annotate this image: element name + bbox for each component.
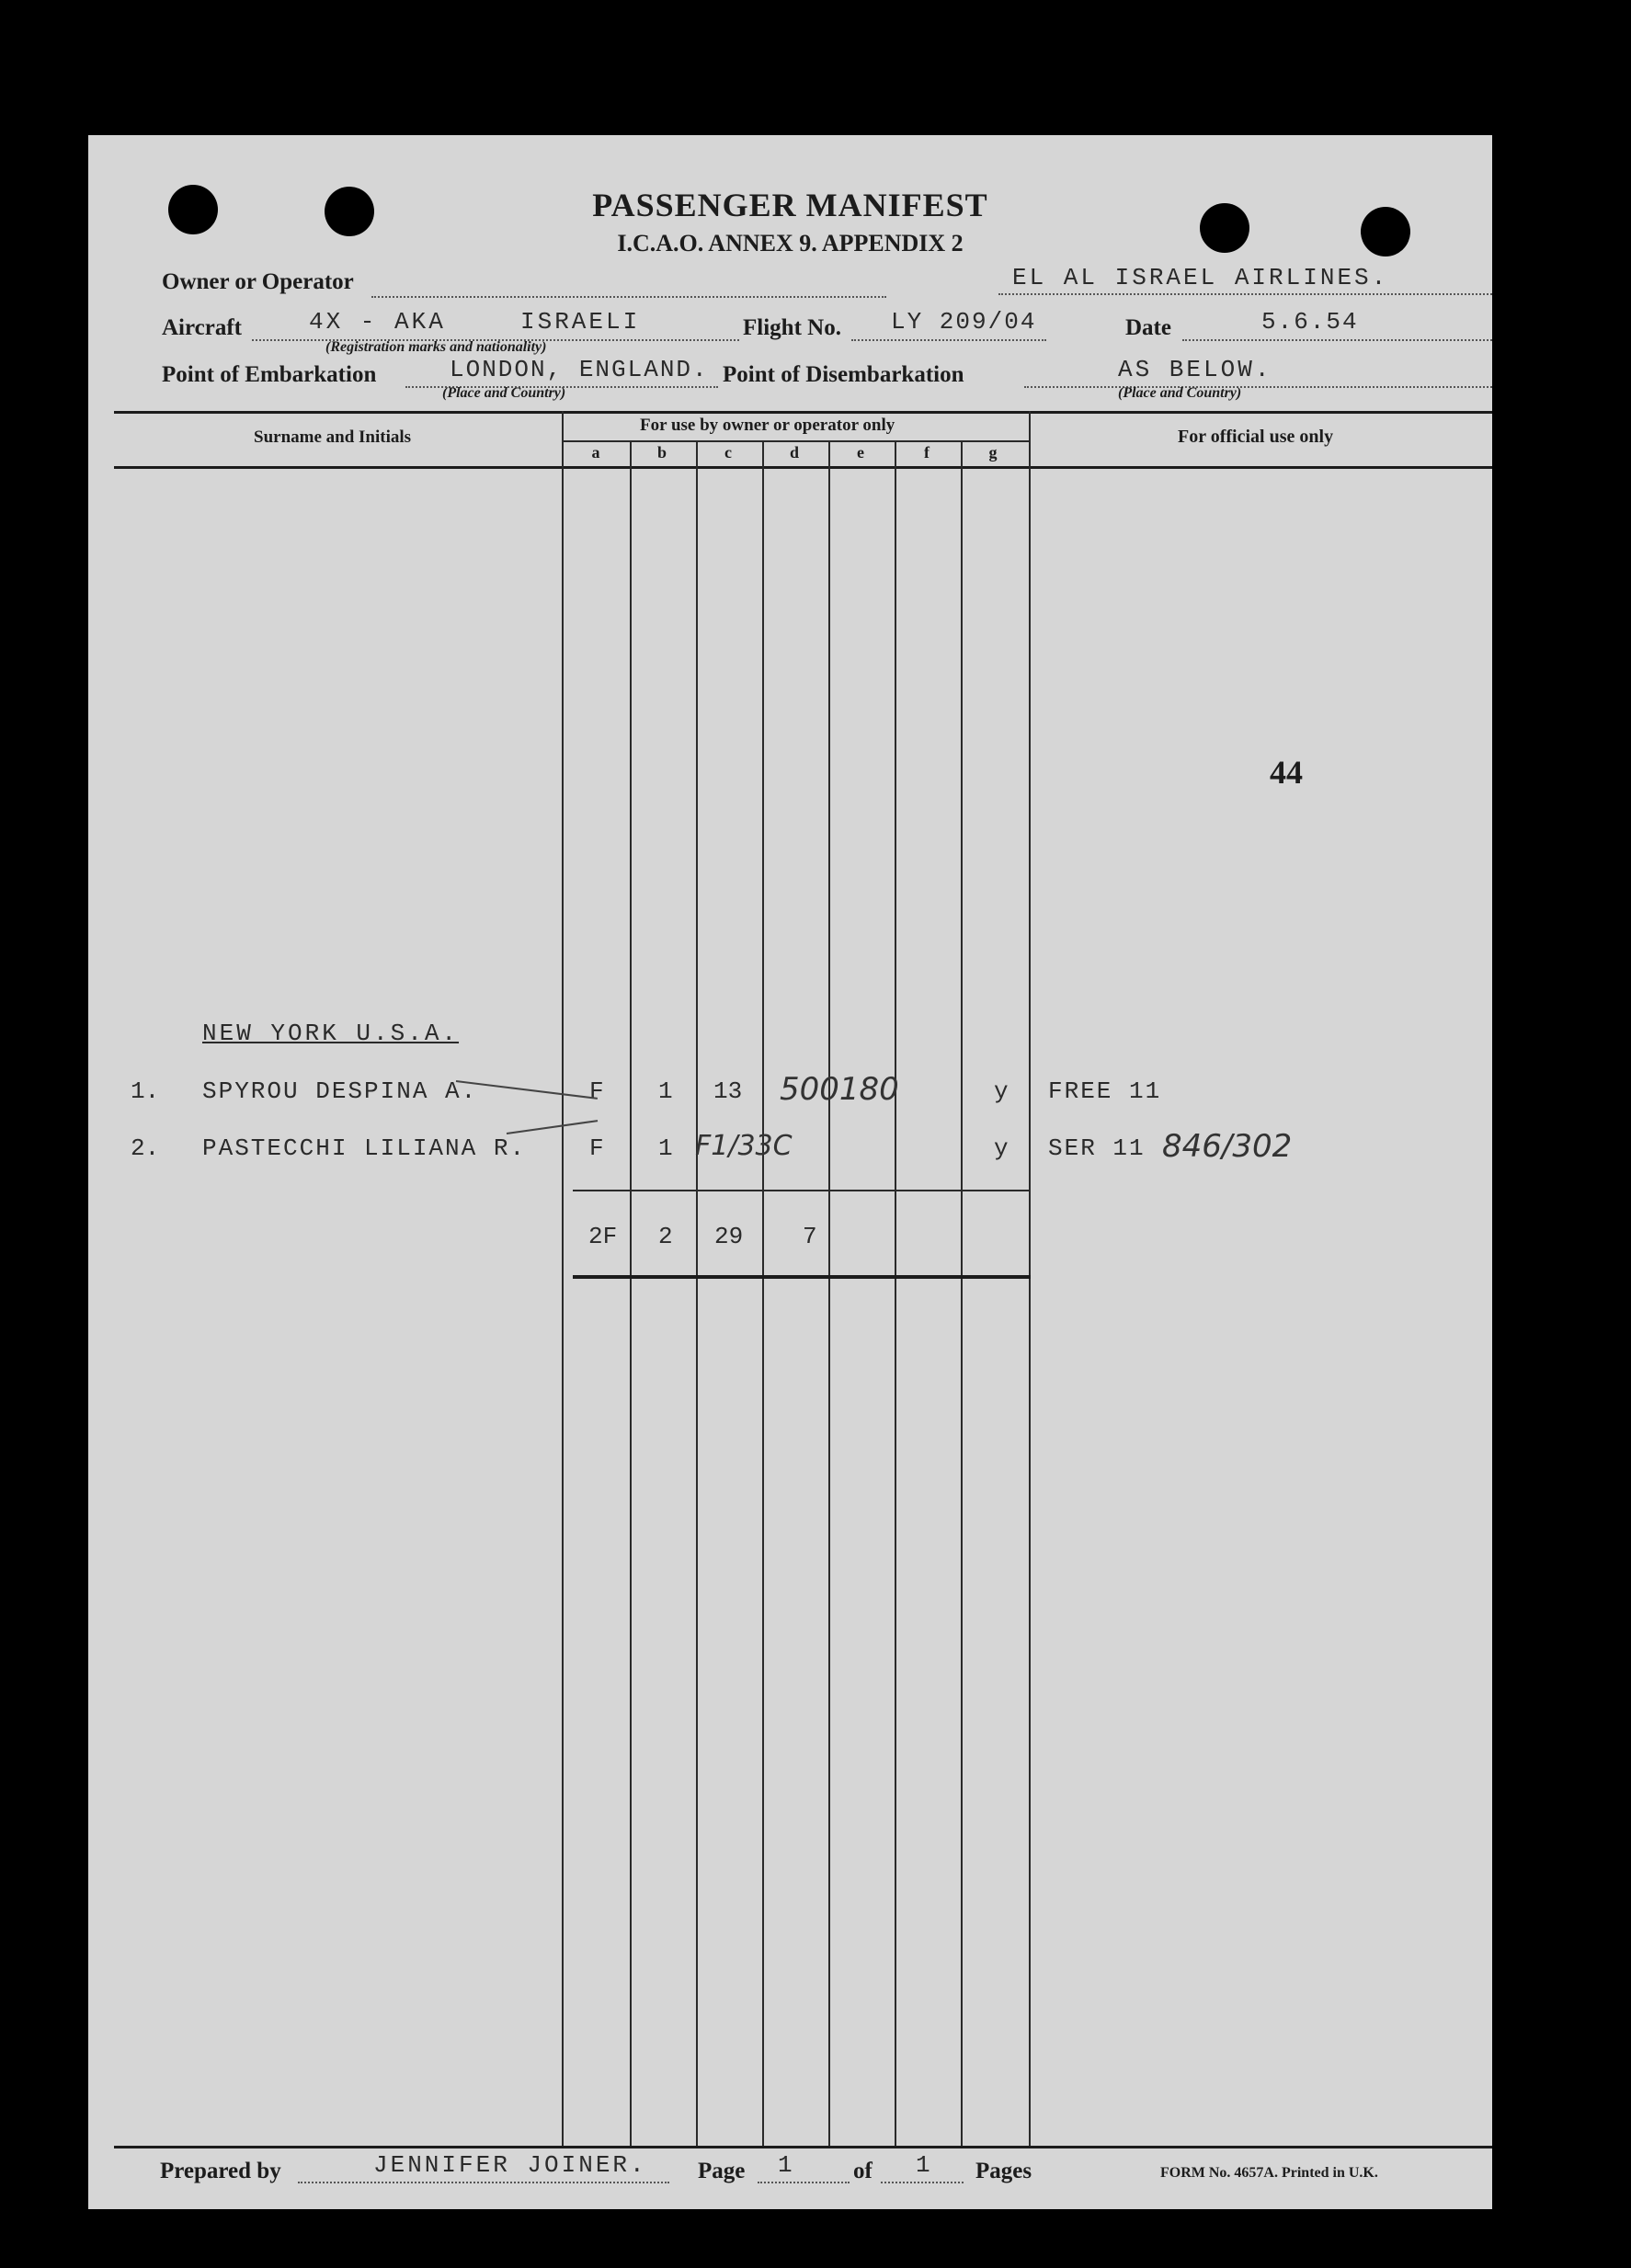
manifest-paper xyxy=(88,135,1492,2209)
of-label: of xyxy=(853,2159,873,2183)
prepared-by-dots xyxy=(298,2182,669,2183)
aircraft-label: Aircraft xyxy=(162,315,242,340)
surname-header: Surname and Initials xyxy=(254,427,412,447)
passenger-col-b: 1 xyxy=(658,1077,673,1105)
table-header-rule xyxy=(114,466,1492,469)
column-header-d: d xyxy=(789,443,799,462)
passenger-number: 2. xyxy=(131,1134,160,1162)
passenger-official-handwritten: 846/302 xyxy=(1162,1128,1293,1165)
passenger-official: SER 11 xyxy=(1048,1134,1146,1162)
owner-label: Owner or Operator xyxy=(162,269,354,294)
passenger-col-a: F xyxy=(589,1134,604,1162)
totals-top-rule xyxy=(573,1190,1031,1191)
owner-dots xyxy=(371,296,886,298)
total-col-b: 2 xyxy=(658,1223,673,1250)
disembark-dots xyxy=(1024,386,1492,388)
page-label: Page xyxy=(698,2159,746,2183)
embarkation-label: Point of Embarkation xyxy=(162,362,377,387)
passenger-col-a: F xyxy=(589,1077,604,1105)
total-col-a: 2F xyxy=(588,1223,618,1250)
page-total: 1 xyxy=(916,2151,930,2179)
owner-value-dots xyxy=(998,293,1492,295)
flight-dots xyxy=(851,339,1046,341)
column-header-f: f xyxy=(924,443,930,462)
column-header-b: b xyxy=(656,443,667,462)
disembarkation-label: Point of Disembarkation xyxy=(723,362,964,387)
passenger-col-g: y xyxy=(994,1134,1009,1162)
prepared-by-value: JENNIFER JOINER. xyxy=(373,2151,647,2179)
destination: NEW YORK U.S.A. xyxy=(202,1020,460,1047)
official-header: For official use only xyxy=(1178,427,1334,447)
passenger-official: FREE 11 xyxy=(1048,1077,1162,1105)
aircraft-nationality: ISRAELI xyxy=(520,308,641,336)
flight-label: Flight No. xyxy=(743,315,841,340)
column-divider xyxy=(762,440,764,2146)
column-divider xyxy=(961,440,963,2146)
form-number: FORM No. 4657A. Printed in U.K. xyxy=(1160,2165,1378,2181)
date-label: Date xyxy=(1125,315,1171,340)
totals-bottom-rule xyxy=(573,1275,1031,1279)
passenger-col-g: y xyxy=(994,1077,1009,1105)
passenger-col-c-handwritten: F1/33C xyxy=(695,1130,793,1162)
page-number: 1 xyxy=(778,2151,793,2179)
passenger-col-c: 13 xyxy=(713,1077,743,1105)
column-header-g: g xyxy=(988,443,998,462)
disembarkation-note: (Place and Country) xyxy=(1118,385,1242,401)
embarkation-value: LONDON, ENGLAND. xyxy=(450,356,709,383)
column-header-c: c xyxy=(724,443,732,462)
column-header-a: a xyxy=(591,443,600,462)
passenger-col-d-handwritten: 500180 xyxy=(780,1071,899,1108)
date-value: 5.6.54 xyxy=(1261,308,1359,336)
total-col-c: 29 xyxy=(714,1223,744,1250)
embarkation-note: (Place and Country) xyxy=(442,385,566,401)
form-subtitle: I.C.A.O. ANNEX 9. APPENDIX 2 xyxy=(617,230,964,256)
date-dots xyxy=(1182,339,1492,341)
owner-use-header: For use by owner or operator only xyxy=(640,416,895,435)
passenger-name: SPYROU DESPINA A. xyxy=(202,1077,478,1105)
column-divider xyxy=(562,411,564,2146)
table-top-rule xyxy=(114,411,1492,414)
disembarkation-value: AS BELOW. xyxy=(1118,356,1272,383)
form-title: PASSENGER MANIFEST xyxy=(592,187,988,223)
column-divider xyxy=(828,440,830,2146)
passenger-name: PASTECCHI LILIANA R. xyxy=(202,1134,527,1162)
column-divider xyxy=(696,440,698,2146)
pages-label: Pages xyxy=(975,2159,1032,2183)
column-divider xyxy=(895,440,896,2146)
passenger-col-b: 1 xyxy=(658,1134,673,1162)
flight-value: LY 209/04 xyxy=(891,308,1037,336)
aircraft-note: (Registration marks and nationality) xyxy=(325,339,547,355)
footer-rule xyxy=(114,2146,1492,2148)
page-stamp: 44 xyxy=(1270,754,1303,791)
owner-value: EL AL ISRAEL AIRLINES. xyxy=(1012,264,1389,291)
passenger-number: 1. xyxy=(131,1077,160,1105)
handwritten-stroke xyxy=(507,1120,598,1134)
prepared-by-label: Prepared by xyxy=(160,2159,281,2183)
total-col-d: 7 xyxy=(803,1223,817,1250)
column-divider xyxy=(630,440,632,2146)
page-total-dots xyxy=(881,2182,964,2183)
aircraft-registration: 4X - AKA xyxy=(309,308,446,336)
page-num-dots xyxy=(758,2182,850,2183)
column-header-e: e xyxy=(857,443,864,462)
